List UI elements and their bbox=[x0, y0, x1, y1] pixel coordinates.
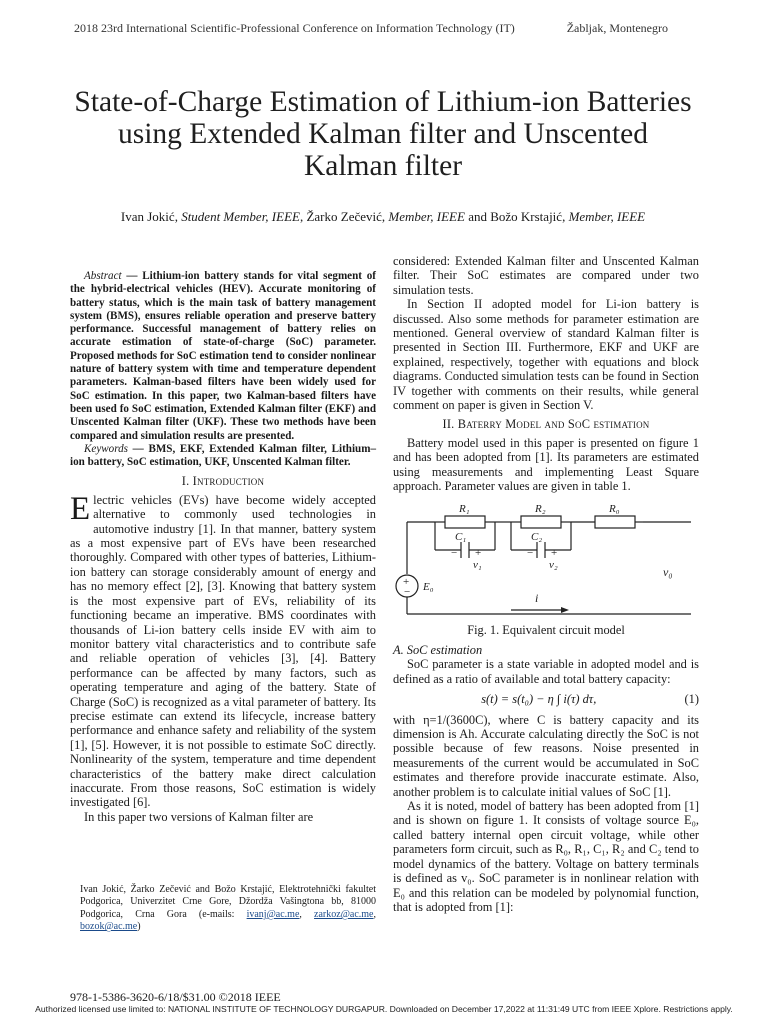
equation-number: (1) bbox=[684, 692, 699, 707]
plus-sign: + bbox=[551, 547, 558, 559]
subsection-heading-soc: A. SoC estimation bbox=[393, 643, 483, 657]
label-C1: C₁ bbox=[455, 531, 467, 543]
section-heading-introduction: I. Introduction bbox=[181, 474, 265, 489]
label-v2: v₂ bbox=[549, 559, 558, 571]
label-i: i bbox=[535, 591, 539, 605]
abstract bbox=[70, 270, 376, 443]
author-role: Member, IEEE bbox=[388, 209, 465, 224]
minus-sign: − bbox=[404, 586, 411, 598]
author-footnote: Ivan Jokić, Žarko Zečević and Božo Krstajić, Elektrotehnički fakultet Podgorica, Univerzitet Crne Gore, Džordža Vašingtona bb, 81000 Podgorica, Crna Gora (e-mails: ivanj@ac.me, zarkoz@ac.me, bozok@ac.me) bbox=[80, 884, 376, 933]
minus-sign: − bbox=[451, 547, 458, 559]
abstract-text: Lithium-ion battery stands for vital segment of the hybrid-electrical vehicles (HEV). Accurate monitoring of battery status, which is the main task of battery management system (BMS), ensures reliable operation and preserve battery performance. Successful management of battery relies on accurate estimation of state-of-charge (SoC) parameter. Proposed methods for SoC estimation tend to consider nonlinear nature of battery system with time and temperature dependent parameters. Kalman-based filters have been widely used for SoC estimation. In this paper, two Kalman-based filters have been used fo SoC estimation, Extended Kalman filter (EKF) and Unscented Kalman filter (UKF). These two methods have been compared and simulation results are presented. bbox=[70, 270, 376, 442]
label-R0: R₀ bbox=[609, 503, 620, 515]
subsection-paragraph-3: As it is noted, model of battery has been adopted from [1] and is shown on figure 1. It consists of voltage source E₀, called battery internal open circuit voltage, while other parameters form circuit, such as R₀, R₁, C₁, R₂ and C₂ tend to model dynamics of the battery. Voltage on battery terminals is defined as v₀. SoC parameter is in nonlinear relation with E₀ and this relation can be modeled by polynomial function, that is adopted from [1]: bbox=[393, 799, 699, 914]
right-column bbox=[393, 254, 699, 494]
email-link[interactable]: bozok@ac.me bbox=[80, 921, 138, 933]
email-link[interactable]: ivanj@ac.me bbox=[246, 908, 300, 920]
right-paragraph-1: considered: Extended Kalman filter and Unscented Kalman filter. Their SoC estimates are compared under two simulation tests. bbox=[393, 254, 699, 297]
paper-title: State-of-Charge Estimation of Lithium-ion Batteries using Extended Kalman filter and Unscented Kalman filter bbox=[74, 86, 692, 182]
author-name: Božo Krstajić bbox=[490, 209, 563, 224]
abstract-label: Abstract bbox=[84, 270, 122, 282]
section-heading-battery-model: II. Baterry Model and SoC estimation bbox=[442, 417, 650, 432]
keywords-text: BMS, EKF, Extended Kalman filter, Lithium–ion battery, SoC estimation, UKF, Unscented Kalman filter. bbox=[70, 442, 376, 469]
author-role: Student Member, IEEE bbox=[181, 209, 300, 224]
running-header-location: Žabljak, Montenegro bbox=[566, 21, 668, 35]
label-v0: v₀ bbox=[663, 565, 673, 579]
author-line: Ivan Jokić, Student Member, IEEE, Žarko Zečević, Member, IEEE and Božo Krstajić, Member, IEEE bbox=[120, 209, 646, 224]
abstract-dash: — bbox=[121, 270, 143, 282]
section2-paragraph-1: Battery model used in this paper is presented on figure 1 and has been adopted from [1]. Its parameters are estimated using measurements and implementing Least Square approach. Parameter values are given in table 1. bbox=[393, 435, 699, 494]
footnote-text: Ivan Jokić, Žarko Zečević and Božo Krstajić, Elektrotehnički fakultet Podgorica, Univerzitet Crne Gore, Džordža Vašingtona bb, 81000 Podgorica, Crna Gora (e-mails: bbox=[80, 884, 376, 920]
subsection-paragraph-2: with η=1/(3600C), where C is battery capacity and its dimension is Ah. Accurate calculating directly the SoC is not possible because of few reasons. Noise presented in measurements of the current would be accumulated in SoC estimates and therefore provide inaccurate estimate. Also, another problem is to calculate initial values of SoC [1]. bbox=[393, 712, 699, 799]
intro-paragraph-text: lectric vehicles (EVs) have become widely accepted alternative to commonly used technologies in automotive industry [1]. In that manner, battery system as a most expensive part of EVs have been researched thoroughly. Compared with other types of batteries, Lithium-ion battery can storage considerably amount of energy and has no memory effect [2], [3]. Knowing that battery system is the most expensive part of EVs, reliability of its functioning became an imperative. BMS coordinates with thousands of Li-ion battery cells inside EV with aim to monitor battery vital characteristics and to contribute safe and reliable operation of vehicles [3], [4]. Battery performance can be affected by many factors, such as operating temperature and aging of the battery. State of Charge (SoC) is recognized as a vital parameter of battery. Its precise estimate can extend its lifecycle, increase battery performance and enhance safety and reliability of the system [1], [5]. However, it is not possible to estimate SoC directly. Nonlinearity of the system, temperature and time dependent characteristics of the battery make direct calculation inaccurate. From those reasons, SoC estimation is widely investigated [6]. bbox=[70, 492, 376, 810]
keywords bbox=[70, 443, 376, 470]
plus-sign: + bbox=[403, 576, 410, 588]
author-conjunction: and bbox=[468, 209, 487, 224]
intro-paragraph-2: In this paper two versions of Kalman filter are bbox=[84, 809, 314, 824]
label-E0: E₀ bbox=[423, 581, 434, 593]
drop-cap: E bbox=[70, 490, 91, 527]
intro-paragraph-1 bbox=[70, 490, 376, 810]
label-R2: R₂ bbox=[535, 503, 546, 515]
email-link[interactable]: zarkoz@ac.me bbox=[314, 908, 374, 920]
label-v1: v₁ bbox=[473, 559, 482, 571]
figure-caption: Fig. 1. Equivalent circuit model bbox=[467, 623, 625, 637]
label-R1: R₁ bbox=[459, 503, 470, 515]
left-column bbox=[70, 270, 376, 824]
keywords-label: Keywords bbox=[84, 442, 128, 455]
author-name: Ivan Jokić bbox=[120, 209, 175, 224]
label-C2: C₂ bbox=[531, 531, 543, 543]
right-paragraph-2: In Section II adopted model for Li-ion battery is discussed. Also some methods for parameter estimation are mentioned. General overview of standard Kalman filter is presented in Section III. Furthermore, EKF and UKF are explained, respectively, together with equations and block diagrams. Conducted simulation tests can be found in Section IV together with comments on their results, while general comment on paper is given in Section V. bbox=[393, 297, 699, 413]
minus-sign: − bbox=[527, 547, 534, 559]
footer-license-notice: Authorized licensed use limited to: NATIONAL INSTITUTE OF TECHNOLOGY DURGAPUR. Downloaded on December 17,2022 at 11:31:49 UTC from IEEE Xplore. Restrictions apply. bbox=[35, 1004, 733, 1014]
equation-expression: s(t) = s(t₀) − η ∫ i(τ) dτ, bbox=[481, 692, 597, 707]
keywords-dash: — bbox=[127, 442, 149, 455]
footer-isbn: 978-1-5386-3620-6/18/$31.00 ©2018 IEEE bbox=[70, 990, 281, 1004]
subsection-paragraph-1: SoC parameter is a state variable in adopted model and is defined as a ratio of available and total battery capacity: bbox=[393, 657, 699, 686]
author-role: Member, IEEE bbox=[568, 209, 646, 224]
author-name: Žarko Zečević bbox=[306, 209, 382, 224]
footnote-end: ) bbox=[137, 921, 141, 933]
running-header-conference: 2018 23rd International Scientific-Professional Conference on Information Technology (IT) bbox=[74, 21, 515, 35]
plus-sign: + bbox=[475, 547, 482, 559]
equation-1 bbox=[393, 692, 699, 706]
equivalent-circuit-figure bbox=[393, 498, 699, 618]
right-column-lower bbox=[393, 643, 699, 914]
